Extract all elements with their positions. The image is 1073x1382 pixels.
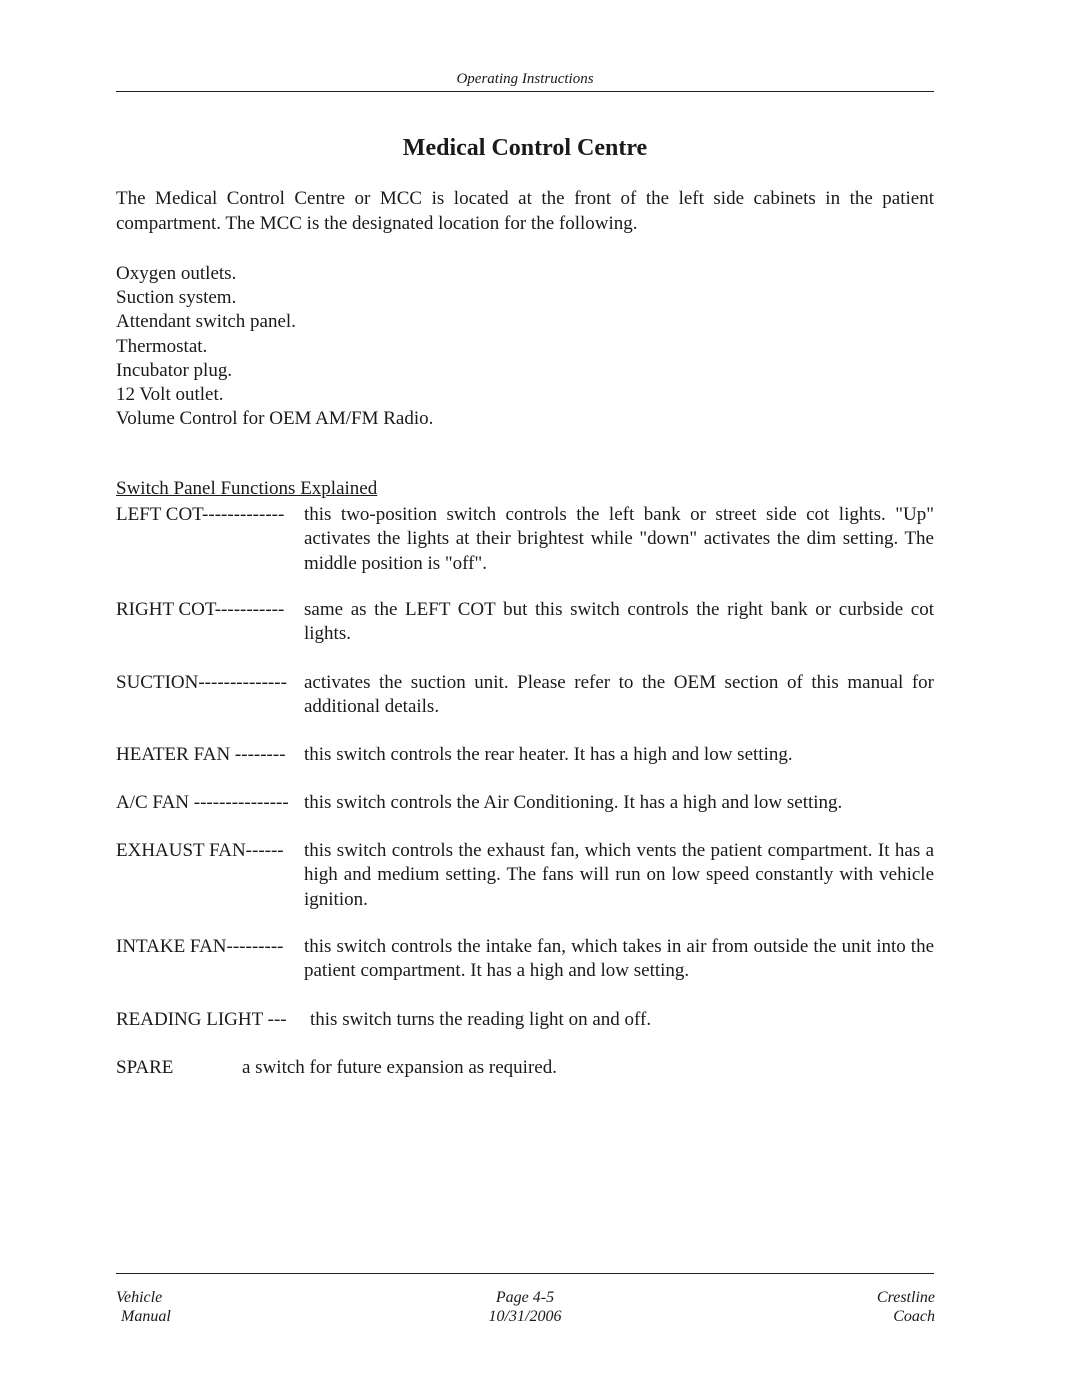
function-label: HEATER FAN -------- (116, 744, 286, 765)
function-spare (116, 1056, 934, 1080)
footer-left-line: Manual (121, 1308, 171, 1325)
function-label: SUCTION-------------- (116, 672, 287, 693)
list-item: Incubator plug. (116, 359, 233, 381)
function-label: A/C FAN --------------- (116, 792, 289, 813)
function-intake-fan (116, 935, 934, 984)
list-item: Volume Control for OEM AM/FM Radio. (116, 408, 434, 430)
function-label: READING LIGHT --- (116, 1009, 287, 1030)
header-rule (116, 91, 934, 92)
footer-right-line: Coach (893, 1308, 935, 1325)
function-description: this two-position switch controls the left bank or street side cot lights. "Up" activates the lights at their brightest while "down" activates the dim setting. The middle position is "off". (304, 504, 934, 574)
list-item: Suction system. (116, 287, 237, 309)
section-heading: Switch Panel Functions Explained (116, 478, 378, 499)
list-item: Attendant switch panel. (116, 311, 296, 333)
function-label: INTAKE FAN--------- (116, 936, 284, 957)
footer-left-line: Vehicle (116, 1289, 163, 1306)
list-item: 12 Volt outlet. (116, 384, 224, 406)
function-label: EXHAUST FAN------ (116, 840, 284, 861)
function-exhaust-fan (116, 839, 934, 912)
function-description: this switch controls the exhaust fan, which vents the patient compartment. It has a high and medium setting. The fans will run on low speed constantly with vehicle ignition. (304, 840, 934, 910)
intro-paragraph: The Medical Control Centre or MCC is located at the front of the left side cabinets in the patient compartment. The MCC is the designated location for the following. (116, 188, 934, 234)
footer-right-line: Crestline (876, 1289, 935, 1306)
function-reading-light (116, 1008, 934, 1032)
page-number: Page 4-5 (495, 1289, 555, 1306)
mcc-item-list (116, 262, 433, 431)
function-label: RIGHT COT----------- (116, 599, 285, 620)
footer-right (877, 1288, 935, 1326)
function-description: this switch controls the Air Conditioning. It has a high and low setting. (304, 792, 843, 813)
function-left-cot (116, 503, 934, 576)
footer-rule (116, 1273, 934, 1274)
footer-date: 10/31/2006 (488, 1308, 562, 1325)
function-ac-fan (116, 791, 934, 815)
function-label: LEFT COT------------- (116, 504, 285, 525)
list-item: Oxygen outlets. (116, 263, 237, 284)
running-header: Operating Instructions (456, 71, 594, 87)
function-description: this switch turns the reading light on and off. (310, 1009, 652, 1030)
function-heater-fan (116, 743, 934, 767)
function-label: SPARE (116, 1057, 174, 1078)
function-description: activates the suction unit. Please refer to the OEM section of this manual for additional details. (304, 672, 934, 718)
list-item: Thermostat. (116, 335, 208, 357)
function-suction (116, 671, 934, 720)
function-description: this switch controls the rear heater. It has a high and low setting. (304, 744, 793, 765)
function-description: this switch controls the intake fan, which takes in air from outside the unit into the patient compartment. It has a high and low setting. (304, 936, 934, 982)
page-title: Medical Control Centre (402, 135, 648, 161)
function-description: same as the LEFT COT but this switch controls the right bank or curbside cot lights. (304, 599, 934, 645)
function-description: a switch for future expansion as required. (242, 1057, 557, 1078)
function-right-cot (116, 598, 934, 647)
